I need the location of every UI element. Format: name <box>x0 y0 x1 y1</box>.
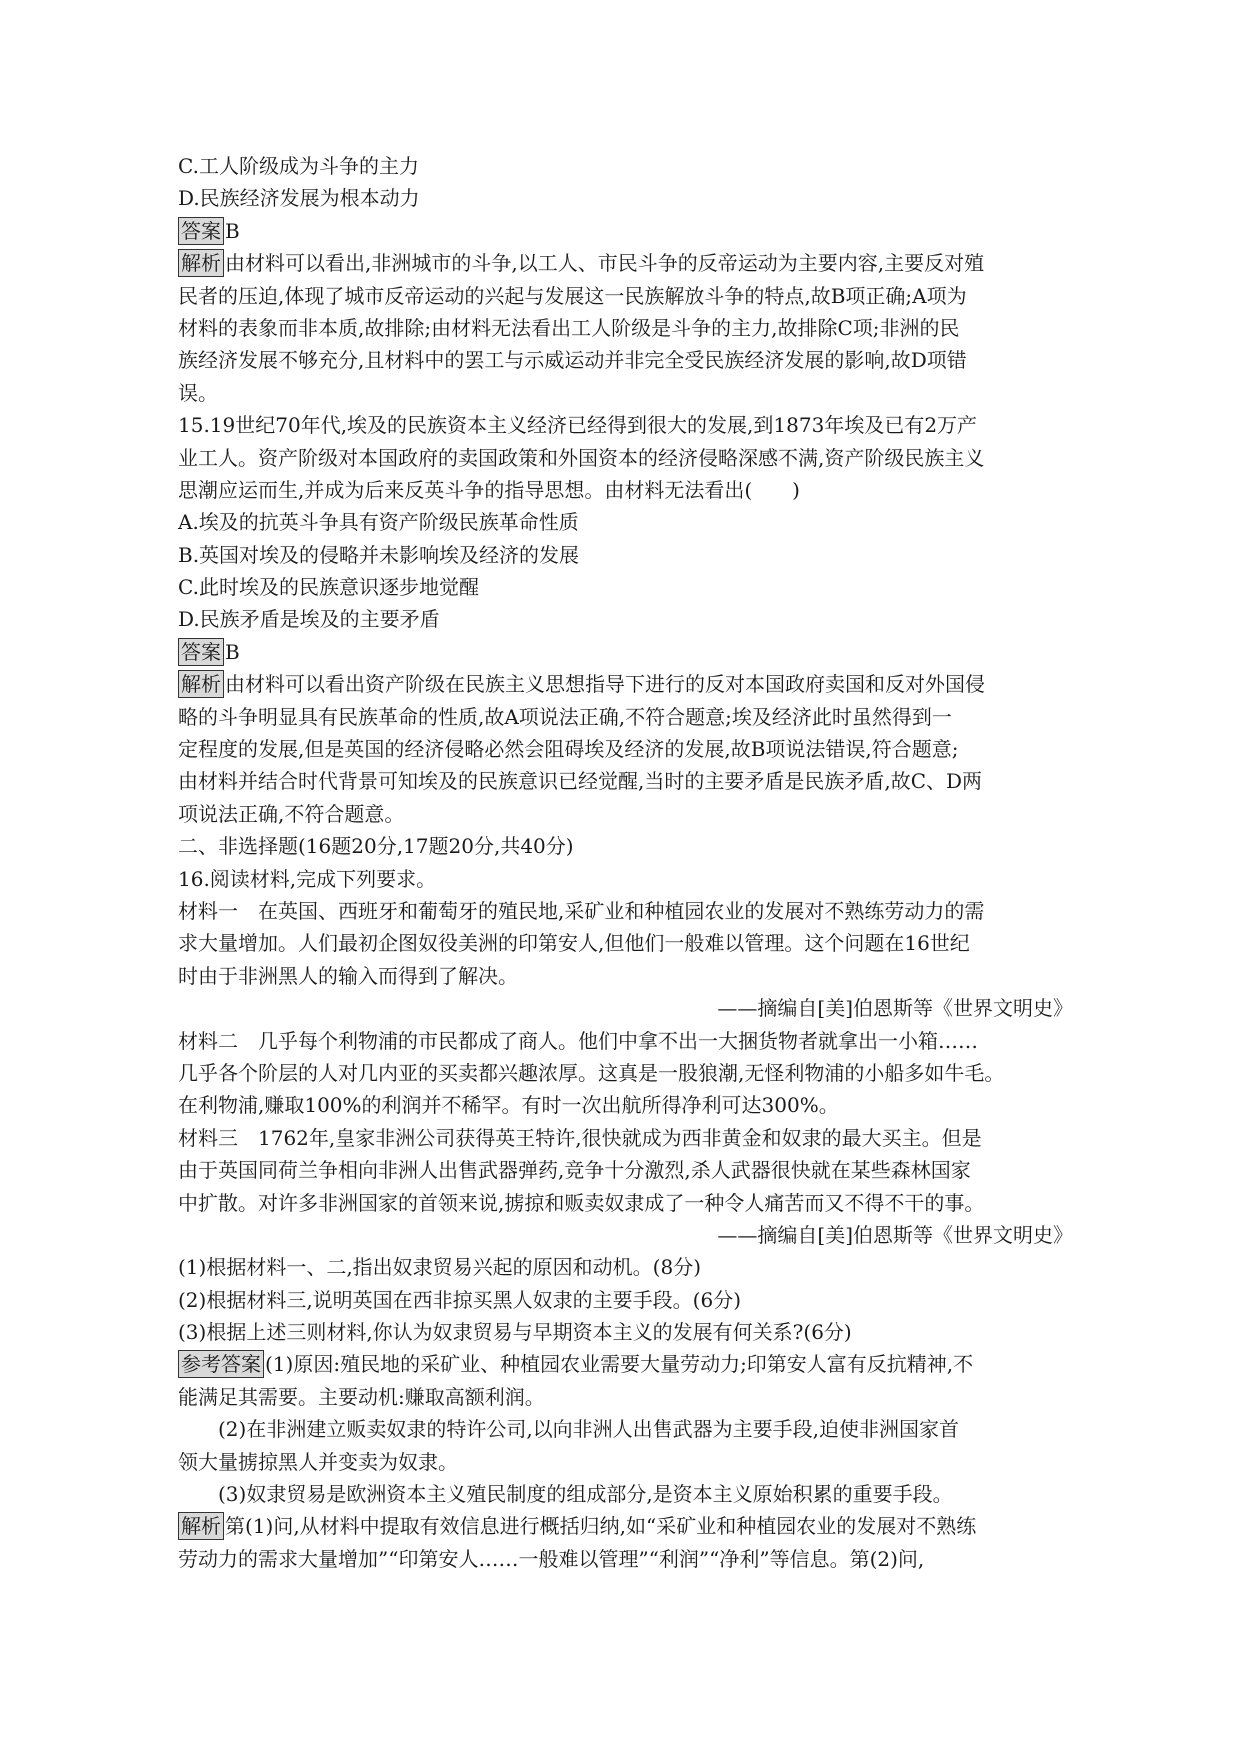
q14-analysis-line: 材料的表象而非本质,故排除;由材料无法看出工人阶级是斗争的主力,故排除C项;非洲的民 <box>178 315 960 340</box>
q15-stem-line: 业工人。资产阶级对本国政府的卖国政策和外国资本的经济侵略深感不满,资产阶级民族主义 <box>178 445 985 470</box>
q15-stem-line: 思潮应运而生,并成为后来反英斗争的指导思想。由材料无法看出( ) <box>178 477 800 502</box>
q16-question-3: (3)根据上述三则材料,你认为奴隶贸易与早期资本主义的发展有何关系?(6分) <box>178 1320 852 1345</box>
material-3-line: 由于英国同荷兰争相向非洲人出售武器弹药,竞争十分激烈,杀人武器很快就在某些森林国家 <box>178 1158 971 1183</box>
q16-stem: 16.阅读材料,完成下列要求。 <box>178 866 437 891</box>
q15-option-b: B.英国对埃及的侵略并未影响埃及经济的发展 <box>178 542 580 567</box>
q14-analysis-line: 族经济发展不够充分,且材料中的罢工与示威运动并非完全受民族经济发展的影响,故D项错 <box>178 348 967 373</box>
material-2-line: 几乎各个阶层的人对几内亚的买卖都兴趣浓厚。这真是一股狼潮,无怪利物浦的小船多如牛毛。 <box>178 1060 1005 1085</box>
material-1-line: 时由于非洲黑人的输入而得到了解决。 <box>178 963 518 988</box>
ref-answer-line: (3)奴隶贸易是欧洲资本主义殖民制度的组成部分,是资本主义原始积累的重要手段。 <box>218 1482 953 1507</box>
q14-analysis-line: 民者的压迫,体现了城市反帝运动的兴起与发展这一民族解放斗争的特点,故B项正确;A项为 <box>178 283 967 308</box>
analysis-tag: 解析 <box>178 249 224 277</box>
q16-question-1: (1)根据材料一、二,指出奴隶贸易兴起的原因和动机。(8分) <box>178 1255 702 1280</box>
q15-analysis-line: 项说法正确,不符合题意。 <box>178 801 405 826</box>
material-2-line: 材料二 几乎每个利物浦的市民都成了商人。他们中拿不出一大捆货物者就拿出一小箱…… <box>178 1028 978 1053</box>
section-heading: 二、非选择题(16题20分,17题20分,共40分) <box>178 834 574 859</box>
ref-answer-line: (2)在非洲建立贩卖奴隶的特许公司,以向非洲人出售武器为主要手段,迫使非洲国家首 <box>218 1417 960 1442</box>
q15-analysis-line: 由材料并结合时代背景可知埃及的民族意识已经觉醒,当时的主要矛盾是民族矛盾,故C、D两 <box>178 769 983 794</box>
material-3-line: 材料三 1762年,皇家非洲公司获得英王特许,很快就成为西非黄金和奴隶的最大买主。但是 <box>178 1125 982 1150</box>
q15-analysis-line: 略的斗争明显具有民族革命的性质,故A项说法正确,不符合题意;埃及经济此时虽然得到一 <box>178 704 952 729</box>
document-page <box>178 150 1073 1575</box>
material-1-line: 求大量增加。人们最初企图奴役美洲的印第安人,但他们一般难以管理。这个问题在16世纪 <box>178 931 970 956</box>
q15-stem-line: 15.19世纪70年代,埃及的民族资本主义经济已经得到很大的发展,到1873年埃及已有2万产 <box>178 413 978 438</box>
material-3-line: 中扩散。对许多非洲国家的首领来说,掳掠和贩卖奴隶成了一种令人痛苦而又不得不干的事。 <box>178 1190 985 1215</box>
q15-option-c: C.此时埃及的民族意识逐步地觉醒 <box>178 575 479 600</box>
analysis-tag: 解析 <box>178 1512 224 1540</box>
material-3-source: ——摘编自[美]伯恩斯等《世界文明史》 <box>717 1222 1073 1247</box>
material-1-source: ——摘编自[美]伯恩斯等《世界文明史》 <box>717 996 1073 1021</box>
q14-option-c: C.工人阶级成为斗争的主力 <box>178 154 419 178</box>
q14-option-d: D.民族经济发展为根本动力 <box>178 186 420 211</box>
q15-option-d: D.民族矛盾是埃及的主要矛盾 <box>178 607 440 632</box>
q16-analysis-line: 劳动力的需求大量增加”“印第安人……一般难以管理”“利润”“净利”等信息。第(2)问, <box>178 1546 925 1571</box>
q15-option-a: A.埃及的抗英斗争具有资产阶级民族革命性质 <box>178 510 579 535</box>
ref-answer-line: 参考答案 (1)原因:殖民地的采矿业、种植园农业需要大量劳动力;印第安人富有反抗精神,不 <box>178 1348 1073 1380</box>
q14-analysis-line: 误。 <box>178 380 218 405</box>
q15-analysis-line: 定程度的发展,但是英国的经济侵略必然会阻碍埃及经济的发展,故B项说法错误,符合题意; <box>178 737 959 762</box>
q14-answer <box>178 215 1073 247</box>
answer-value: B <box>225 639 240 664</box>
reference-answer-tag: 参考答案 <box>178 1350 264 1378</box>
analysis-tag: 解析 <box>178 670 224 698</box>
q15-answer <box>178 636 1073 668</box>
material-1-line: 材料一 在英国、西班牙和葡萄牙的殖民地,采矿业和种植园农业的发展对不熟练劳动力的需 <box>178 898 985 923</box>
q16-analysis-line: 解析 第(1)问,从材料中提取有效信息进行概括归纳,如“采矿业和种植园农业的发展对不熟练 <box>178 1510 1073 1542</box>
answer-tag: 答案 <box>178 217 224 245</box>
q16-question-2: (2)根据材料三,说明英国在西非掠买黑人奴隶的主要手段。(6分) <box>178 1287 742 1312</box>
answer-value: B <box>225 218 240 243</box>
ref-answer-line: 能满足其需要。主要动机:赚取高额利润。 <box>178 1384 545 1409</box>
answer-tag: 答案 <box>178 638 224 666</box>
material-2-line: 在利物浦,赚取100%的利润并不稀罕。有时一次出航所得净利可达300%。 <box>178 1093 839 1118</box>
q14-analysis-line: 解析 由材料可以看出,非洲城市的斗争,以工人、市民斗争的反帝运动为主要内容,主要反对殖 <box>178 247 1073 279</box>
q15-analysis-line: 解析 由材料可以看出资产阶级在民族主义思想指导下进行的反对本国政府卖国和反对外国侵 <box>178 668 1073 700</box>
ref-answer-line: 领大量掳掠黑人并变卖为奴隶。 <box>178 1449 458 1474</box>
